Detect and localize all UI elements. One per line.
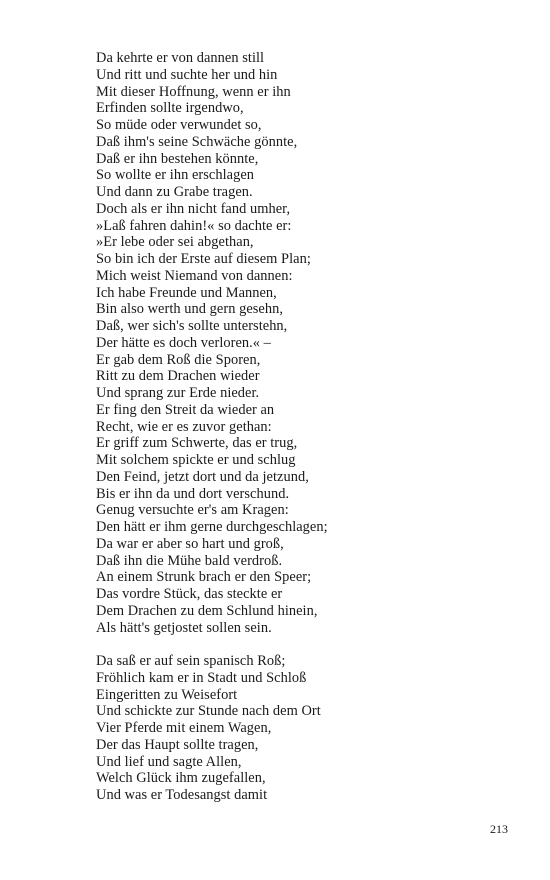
poem-text (96, 50, 516, 804)
verse-line: Mit dieser Hoffnung, wenn er ihn (96, 83, 291, 100)
verse-line: Mit solchem spickte er und schlug (96, 452, 296, 468)
verse-line: Der hätte es doch verloren.« – (96, 334, 271, 351)
verse-line: Er fing den Streit da wieder an (96, 401, 275, 418)
verse-line: Daß, wer sich's sollte unterstehn, (96, 318, 288, 334)
verse-line: »Er lebe oder sei abgethan, (96, 234, 254, 251)
verse-line: Da war er aber so hart und groß, (96, 535, 284, 552)
verse-line: Mich weist Niemand von dannen: (96, 267, 293, 284)
verse-line: Recht, wie er es zuvor gethan: (96, 418, 272, 435)
verse-line: Genug versuchte er's am Kragen: (96, 502, 289, 519)
verse-line: Ich habe Freunde und Mannen, (96, 284, 277, 301)
stanza (96, 653, 516, 804)
verse-line: Das vordre Stück, das steckte er (96, 586, 283, 602)
verse-line: Doch als er ihn nicht fand umher, (96, 200, 291, 217)
verse-line: »Laß fahren dahin!« so dachte er: (96, 217, 292, 234)
verse-line: Daß er ihn bestehen könnte, (96, 150, 259, 167)
stanza (96, 50, 516, 636)
verse-line: Der das Haupt sollte tragen, (96, 736, 259, 753)
verse-line: Daß ihn die Mühe bald verdroß. (96, 552, 283, 569)
verse-line: Erfinden sollte irgendwo, (96, 100, 244, 117)
verse-line: Und dann zu Grabe tragen. (96, 184, 253, 200)
verse-line: Er griff zum Schwerte, das er trug, (96, 435, 298, 452)
verse-line: Und schickte zur Stunde nach dem Ort (96, 703, 321, 720)
verse-line: Fröhlich kam er in Stadt und Schloß (96, 669, 307, 686)
verse-line: Dem Drachen zu dem Schlund hinein, (96, 602, 318, 619)
verse-line: So wollte er ihn erschlagen (96, 167, 255, 184)
verse-line: Und sprang zur Erde nieder. (96, 385, 260, 401)
verse-line: Eingeritten zu Weisefort (96, 686, 238, 703)
verse-line: Daß ihm's seine Schwäche gönnte, (96, 133, 298, 150)
verse-line: Bis er ihn da und dort verschund. (96, 485, 290, 502)
verse-line: Welch Glück ihm zugefallen, (96, 770, 266, 787)
verse-line: Vier Pferde mit einem Wagen, (96, 720, 272, 736)
verse-line: Als hätt's getjostet sollen sein. (96, 619, 272, 636)
verse-line: Er gab dem Roß die Sporen, (96, 351, 261, 368)
verse-line: So bin ich der Erste auf diesem Plan; (96, 251, 311, 267)
page-number: 213 (490, 822, 508, 836)
verse-line: Und ritt und suchte her und hin (96, 66, 278, 83)
verse-line: Und lief und sagte Allen, (96, 753, 242, 770)
verse-line: So müde oder verwundet so, (96, 117, 262, 133)
verse-line: Ritt zu dem Drachen wieder (96, 368, 260, 385)
verse-line: Da saß er auf sein spanisch Roß; (96, 653, 286, 669)
verse-line: Den Feind, jetzt dort und da jetzund, (96, 468, 309, 485)
verse-line: Den hätt er ihm gerne durchgeschlagen; (96, 519, 328, 535)
verse-line: Da kehrte er von dannen still (96, 50, 265, 66)
verse-line: An einem Strunk brach er den Speer; (96, 569, 312, 586)
verse-line: Und was er Todesangst damit (96, 787, 268, 803)
verse-line: Bin also werth und gern gesehn, (96, 301, 283, 318)
